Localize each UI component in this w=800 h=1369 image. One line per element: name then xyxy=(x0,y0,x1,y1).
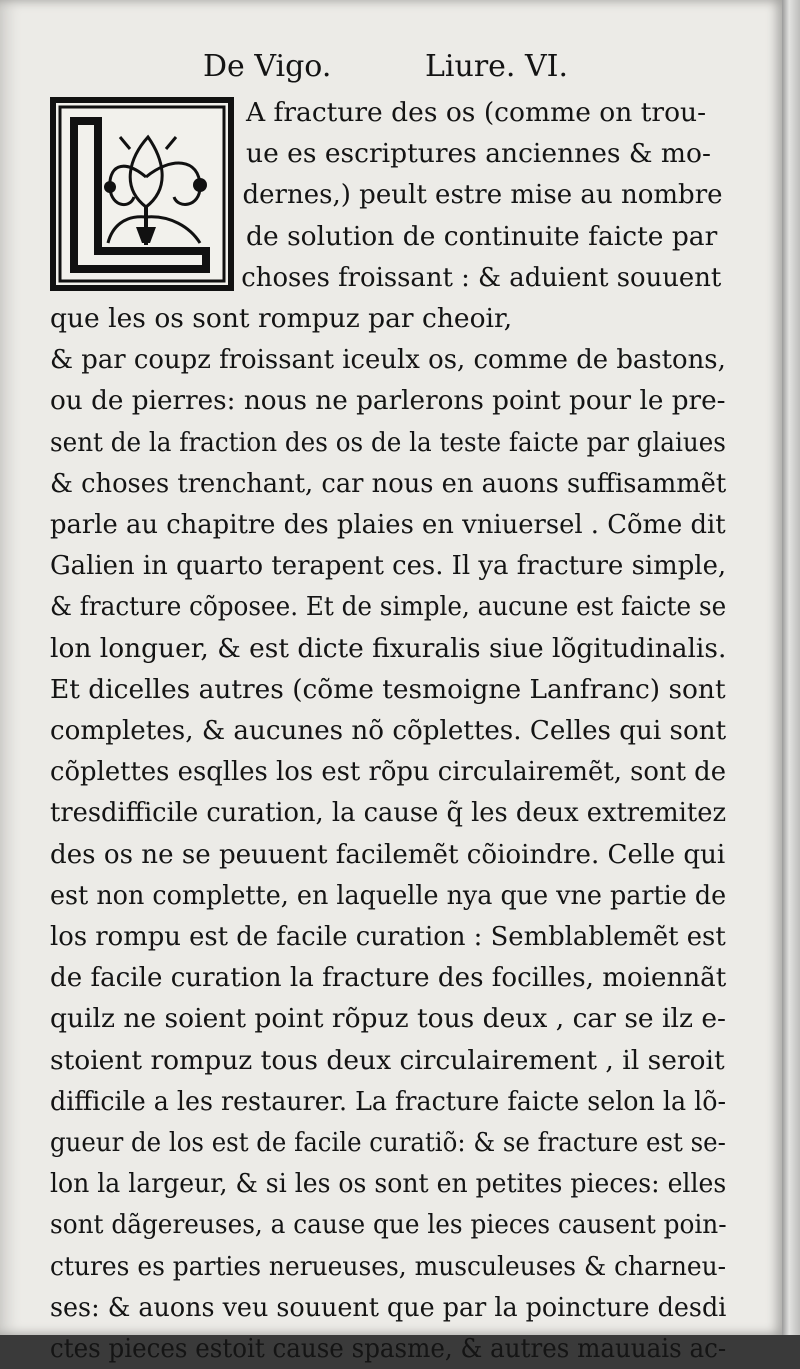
text-line: ctes pieces estoit cause spasme, & autres mauuais ac- xyxy=(50,1333,727,1365)
page-edge xyxy=(782,0,800,1335)
text-line: ue es escriptures anciennes & mo- xyxy=(246,138,711,170)
text-line: quilz ne soient point rõpuz tous deux , car se ilz e- xyxy=(50,1003,726,1035)
header-book-number: Liure. VI. xyxy=(425,49,569,84)
text-line: difficile a les restaurer. La fracture faicte selon la lõ- xyxy=(50,1085,727,1117)
text-line: los rompu est de facile curation : Semblablemẽt est xyxy=(50,921,726,953)
text-line: que les os sont rompuz par cheoir, xyxy=(50,303,513,335)
text-line: sont dãgereuses, a cause que les pieces causent poin- xyxy=(50,1209,727,1241)
text-line: lon longuer, & est dicte fixuralis siue lõgitudinalis. xyxy=(50,632,727,664)
text-line: & fracture cõposee. Et de simple, aucune est faicte se xyxy=(50,591,727,623)
text-line: est non complette, en laquelle nya que vne partie de xyxy=(50,879,727,911)
running-header xyxy=(50,40,726,92)
text-line: stoient rompuz tous deux circulairement , il seroit xyxy=(50,1044,725,1076)
text-line: sent de la fraction des os de la teste faicte par glaiues xyxy=(50,426,726,458)
text-line: ses: & auons veu souuent que par la poincture desdi xyxy=(50,1291,727,1323)
text-line: Et dicelles autres (cõme tesmoigne Lanfranc) sont xyxy=(50,673,726,705)
text-line: gueur de los est de facile curatiõ: & se fracture est se- xyxy=(50,1127,726,1159)
page-text xyxy=(50,40,726,1369)
text-line: de facile curation la fracture des focilles, moiennãt xyxy=(50,962,727,994)
text-line: A fracture des os (comme on trou- xyxy=(246,97,707,128)
text-line: ou de pierres: nous ne parlerons point pour le pre- xyxy=(50,385,726,417)
text-line: tresdifficile curation, la cause q̃ les deux extremitez xyxy=(50,797,726,829)
text-line: lon la largeur, & si les os sont en petites pieces: elles xyxy=(50,1168,727,1200)
header-author: De Vigo. xyxy=(203,49,332,84)
text-line: des os ne se peuuent facilemẽt cõioindre. Celle qui xyxy=(50,838,726,870)
text-line: Galien in quarto terapent ces. Il ya fracture simple, xyxy=(50,550,727,582)
text-line: de solution de continuite faicte par xyxy=(246,220,718,252)
text-line: cõplettes esqlles los est rõpu circulairemẽt, sont de xyxy=(50,756,727,788)
text-line: & par coupz froissant iceulx os, comme de bastons, xyxy=(50,344,726,376)
text-line: dernes,) peult estre mise au nombre xyxy=(242,179,723,211)
text-line: completes, & aucunes nõ cõplettes. Celles qui sont xyxy=(50,715,727,747)
text-line: choses froissant : & aduient souuent xyxy=(241,261,722,293)
text-line: parle au chapitre des plaies en vniuersel . Cõme dit xyxy=(50,509,726,541)
text-line: ctures es parties nerueuses, musculeuses & charneu- xyxy=(50,1250,727,1282)
text-line: & choses trenchant, car nous en auons suffisammẽt xyxy=(50,467,727,499)
